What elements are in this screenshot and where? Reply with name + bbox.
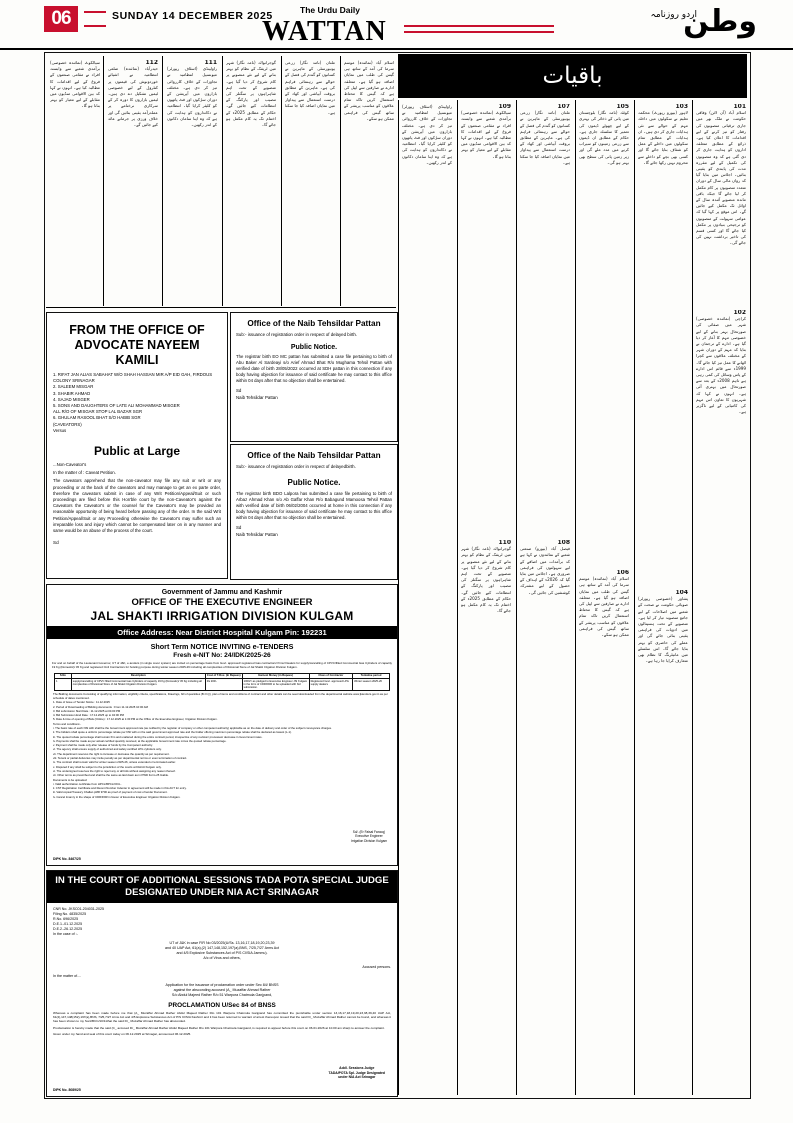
tender-note: ii. CST Registration Certificate and Recent Number Indenter in agreement will be made in this ACT for entry. <box>53 786 187 791</box>
tender-note: Terms and conditions:- <box>53 721 82 726</box>
tender-note: ix. The contract shall remain valid for winter season 2025-26, unless extended or terminated earlier. <box>53 760 176 765</box>
advocate-ad-heading: Public at Large <box>93 444 181 459</box>
court-vs-line: A/c of Virus and others, <box>203 956 241 960</box>
tender-office: OFFICE OF THE EXECUTIVE ENGINEER <box>131 597 313 608</box>
tender-note: i. Valid authorization certificate from HPCL/BPCL/IOCL. <box>53 781 122 786</box>
tehsildar-1-subject: Sub:- issuance of registration order in respect of delayed birth. <box>236 332 358 337</box>
tender-sig-title: Executive Engineer <box>355 834 383 839</box>
urdu-left-col-3 <box>167 60 217 302</box>
court-meta-line: CNR No. JKSC01-204031-2025 <box>53 907 104 911</box>
masthead-rule-left-2 <box>84 25 106 27</box>
tender-nit-number: Fresh e-NIT No: 24/IDK/2025-26 <box>173 652 271 659</box>
tender-note: viii. Tenant or partial deliveries may invite penalty as per departmental norms or even termination of contract. <box>53 756 188 761</box>
urdu-left-col-3-heading: 111 <box>204 60 217 66</box>
urdu-article-102 <box>696 310 746 1090</box>
urdu-left-col-4-body: گوجرانوالہ (نامہ نگار) شہر میں ٹریفک کے نظام کو بہتر بنانے کے لیے نئے منصوبے پر کام شروع کر دیا گیا ہے۔ منصوبے کے تحت اہم شاہراہوں پر سگنلز کی تنصیب اور پارکنگ کے انتظامات کیے جائیں گے۔ حکام کے مطابق 2025ء کے اختتام تک یہ کام مکمل ہو جائے گا۔ <box>226 60 276 128</box>
column-divider <box>398 100 399 1095</box>
urdu-article-110 <box>461 540 511 1090</box>
th-cost: Cost of T-Doc. (In Rupees) <box>206 674 241 678</box>
court-sig-line: TADA/POTA Spl. Judge Designated <box>328 1070 385 1075</box>
tehsildar-1-notice-label: Public Notice. <box>290 344 338 351</box>
tehsildar-1-body: The registrar birth EO MC pattan has submitted a case file pertaining to birth of Abu Baker Al Sardeayi s/o Arief Ahmad Bhat R/o Mughama Tehsil Pattan with verified date of birth 28/05/2022 occurred at SDH pattan in this connection if any body having objection for issuance of said certificate he may contact to this office within 04 days after that no objection shall be entertained. <box>236 354 392 384</box>
masthead <box>0 0 793 50</box>
column-divider <box>222 56 223 306</box>
urdu-article-102-body: کراچی (نمائندہ خصوصی) شہر میں صفائی کی صورتحال بہتر بنانے کے لیے خصوصی مہم کا آغاز کر دیا گیا ہے۔ ادارے کے ترجمان نے بتایا کہ مہم کے دوران شہر کے مختلف علاقوں سے کچرا اٹھانے کا عمل تیز کیا جائے گا۔ 1999ء سے قائم اس ادارے کے پاس وسائل کی کمی رہی ہے تاہم 2008ء کے بعد سے صورتحال میں بہتری آئی ہے۔ انہوں نے کہا کہ شہریوں کا تعاون اس مہم کی کامیابی کے لیے ناگزیر ہے۔ <box>696 316 746 415</box>
th-description: Description <box>71 673 205 678</box>
column-divider <box>516 100 517 1095</box>
column-divider <box>340 56 341 306</box>
court-sig-line: Addl. Sessions Judge <box>339 1066 375 1071</box>
tender-division: JAL SHAKTI IRRIGATION DIVISION KULGAM <box>90 609 354 623</box>
urdu-article-103-body: لاہور (بیورو رپورٹ) محکمہ تعلیم نے سکولوں میں داخلہ مہم کے حوالے سے نئی ہدایات جاری کر دی ہیں۔ ان ہدایات کے مطابق تمام سکولوں میں داخلے کے عمل کو شفاف بنایا جائے گا اور کسی بھی بچے کو داخلے سے محروم نہیں رکھا جائے گا۔ <box>638 110 688 165</box>
urdu-left-col-2 <box>108 60 158 302</box>
party-line: 4. SAJAD MISGER <box>53 396 90 402</box>
urdu-left-col-6-body: اسلام آباد (نمائندہ) موسم سرما کی آمد کے ساتھ ہی گیس کی طلب میں نمایاں اضافہ ہو گیا ہے۔ متعلقہ ادارے نے صارفین سے اپیل کی ہے کہ گیس کا محتاط استعمال کریں تاکہ تمام علاقوں کو مناسب پریشر کے ساتھ گیس کی فراہمی ممکن ہو سکے۔ <box>344 60 394 121</box>
party-line: (CAVEATORS) <box>53 421 82 427</box>
tender-sig-name: Sd/- (Er Faisal Farooq) <box>352 829 386 834</box>
urdu-left-col-2-heading: 112 <box>145 60 158 66</box>
court-dipk: DIPK No. 8089/25 <box>53 1088 81 1092</box>
court-meta-line: R.No. 696/2025 <box>53 917 79 921</box>
tender-dipk: DIPK No. 8467/25 <box>53 857 81 861</box>
court-ut-line: and 4/5 Explosive Substances Act of P/S CI/SIA Jammu). <box>176 951 268 955</box>
column-divider <box>692 100 693 1095</box>
tender-note: 3. Bid submission Start Date : 11.12.2025 at 04:00 PM <box>53 708 121 713</box>
tender-address: Office Address: Near District Hospital Kulgam Pin: 192231 <box>47 626 397 639</box>
td-emd: 1000/= as pledged to Executive Engineer JSI Kulgam in the form of CDR/FDR to be uploaded with bid submission. <box>243 679 308 690</box>
tender-short-title: Short Term NOTICE INVITING e-TENDERS <box>150 642 294 651</box>
column-divider <box>634 100 635 1095</box>
urdu-article-105-body: کوئٹہ (نامہ نگار) بلوچستان میں پانی کے ذخائر کی بہتری کے لیے چھوٹے ڈیموں کی تعمیر کا سلسلہ جاری ہے۔ حکام کے مطابق ان ڈیموں سے زرعی زمینوں کو سیراب کرنے میں مدد ملے گی اور زیر زمین پانی کی سطح بھی بہتر ہو گی۔ <box>579 110 629 165</box>
urdu-left-col-3-body: راولپنڈی (اسٹاف رپورٹر) میونسپل انتظامیہ نے تجاوزات کے خلاف کارروائی تیز کر دی ہے۔ مختلف بازاروں میں آپریشن کے دوران سڑکوں اور فٹ پاتھوں کو کلیئر کرایا گیا۔ انتظامیہ نے دکانداروں کو ہدایت کی ہے کہ وہ اپنا سامان دکانوں کے اندر رکھیں۔ <box>167 66 217 128</box>
tender-table <box>54 673 390 692</box>
column-divider <box>281 56 282 306</box>
court-body-1: Whereas a complaint has been made before me that (A_ Muzaffar Ahmad Rather Abdul Majeed Rather R/o 101 Warpora Chatmula Ganjpand has committed the punishable under section 13,16,17,18,19,20,23,38,39,40 UAP Act, 61(2),147,148(152),197(a),BNS, 7/25,7/27 Arms Act and 4/5 Explosive Substances Act of P/S CI/SIA Kashmir and it has been returned to warrant of arrest thereupon issued that the said Dr_ Muzaffar Ahmad Rather cannot be found, and whereas it has been shown to my Sont/BCC/10/11that the said Dr_ Muzaffar Ahmad Rather has absconded. <box>53 1011 391 1024</box>
tender-sig-division: Irrigation Division Kulgam <box>350 838 387 843</box>
tehsildar-1-sign: Sd <box>236 388 242 394</box>
party-line: Versus <box>53 427 67 433</box>
advocate-ad-body: The caveators apprehend that the non-caveator may file any suit or writ or any proceeding or at the back of the caveators and may manage to get an ex parte order, therefore the caveators submit in case of any Writ Petition/Appeal/Suit or such proceedings are filed before this Hon'ble court by the non-Caveator's against the Caveators the Caveator's or the counsel for the Caveator's may be provided an reasonable opportunity of being heard before passing any of the order. In the said Writ Petition/Appeal/Suit or any Proceeding otherwise the Caveator's may suffer such an irreparable loss and injury which cannot be compensated later on in any manner and same would be an abuse of the process of the court. <box>53 478 221 534</box>
urdu-article-108-body: فیصل آباد (بیورو) صنعتی شعبے کے نمائندوں نے کہا ہے کہ برآمدات میں اضافے کے لیے سہولتوں کی فراہمی ضروری ہے۔ اجلاس میں بتایا گیا کہ 2026ء کے اہداف کے حصول کے لیے مشترکہ کوششیں کی جائیں گی۔ <box>520 546 570 595</box>
masthead-kicker: The Urdu Daily <box>300 5 360 15</box>
tehsildar-2-subject: Sub:- issuance of registration order in respect of delayedbirth. <box>236 464 356 469</box>
court-ut-line: and 40 UAP Act, 61(a),(2) 147,148,152,197(a),BNS, 7/25,7/27 Arms Act <box>164 946 279 950</box>
court-meta-line: Filing No. 4835/2025 <box>53 912 87 916</box>
party-line: ALL R/O OF MISGAR STOP LAL BAZAR SGR <box>53 409 143 415</box>
court-meta-line: D.E.1.-01.12.2025 <box>53 922 83 926</box>
naib-tehsildar-notice-2 <box>230 444 398 580</box>
tender-note: 4. Bid Submission End Date : 17.12.2025 up to 04:00 PM <box>53 713 124 718</box>
court-body-2: Proclamation is hereby made that the said (C_ accused Dr_ Muzaffar Ahmad Rather Abdul Majeed Rather R/o 101 Warpora Chatmula Ganjpand, is required to appear before this court on 06.01.2026 at 10.00 am sharp to answer the complaint. <box>53 1025 385 1030</box>
party-line: 1. RIFAT JAN ALIAS SABAHAT W/O SHAH HASSAN MIR A/P EID GAH, FIRDOUS COLONY SRINAGAR <box>53 372 213 384</box>
tender-notice-ad <box>46 584 398 866</box>
urdu-article-109-heading: 109 <box>498 104 511 110</box>
table-row <box>55 679 390 691</box>
urdu-article-106-body: اسلام آباد (نمائندہ) موسم سرما کی آمد کے ساتھ ہی گیس کی طلب میں نمایاں اضافہ ہو گیا ہے۔ متعلقہ ادارے نے صارفین سے اپیل کی ہے کہ گیس کا محتاط استعمال کریں تاکہ تمام علاقوں کو مناسب پریشر کے ساتھ گیس کی فراہمی ممکن ہو سکے۔ <box>579 576 629 638</box>
court-application-line: against the absconding accused (A_ Muzaffar Ahmad Rather <box>173 988 271 992</box>
tehsildar-2-sign: Sd <box>236 525 242 531</box>
advocate-ad-matter: In the matter of : Caveat Petition. <box>53 470 116 476</box>
tender-note: v. Payment shall be made only after release of funds by the Competent authority. <box>53 743 153 748</box>
court-meta <box>53 907 391 937</box>
tender-note: 1. Date of Issue of Tender Notice : 11.12.2025 <box>53 700 110 705</box>
urdu-article-104-body: پشاور (خصوصی رپورٹر) صوبائی حکومت نے صحت کے شعبے میں اصلاحات کے لیے جامع منصوبہ تیار کر لیا ہے۔ منصوبے کے تحت ہسپتالوں میں ادویات کی فراہمی یقینی بنائی جائے گی اور عملے کی حاضری کو بہتر بنایا جائے گا۔ اس سلسلے میں مانیٹرنگ کا نظام بھی متعارف کرایا جا رہا ہے۔ <box>638 596 688 664</box>
tender-note: The Bidding documents Consisting of qualifying information, eligibility criteria, specifications, Drawings, bill of quantities (B.O.Q), plan of items and conditions of contract and other details can be seen/downloaded from the departmental website www.jktenders.gov.in as per schedule of dates mentioned. <box>53 692 388 700</box>
court-application <box>53 983 391 998</box>
urdu-article-106 <box>579 570 629 1090</box>
urdu-article-107-heading: 107 <box>557 104 570 110</box>
court-ut-block <box>53 941 391 961</box>
masthead-urdu-title: وطن <box>683 4 757 39</box>
tender-notes <box>53 693 391 799</box>
tehsildar-2-designation: Naib Tehsildar Pattan <box>236 532 278 538</box>
urdu-article-103 <box>638 104 688 584</box>
urdu-article-109-body: سیالکوٹ (نمائندہ خصوصی) برآمدی شعبے سے وابستہ افراد نے مقامی صنعتوں کے فروغ کے لیے اقدامات کا مطالبہ کیا ہے۔ انہوں نے کہا کہ بین الاقوامی منڈیوں میں مقابلے کے لیے معیار کو بہتر بنانا ہو گا۔ <box>461 110 511 159</box>
section-banner <box>398 54 747 98</box>
court-meta-line: D.E.2.-26.12.2025 <box>53 927 83 931</box>
tender-government: Government of Jammu and Kashmir <box>161 589 283 596</box>
tender-note: Documents to be uploaded: <box>53 777 88 782</box>
court-body-3: Given under my hand and seal of this court today on 06.12.2025 at Srinagar, announced 06.12.2025. <box>53 1031 192 1036</box>
court-sig-line: under NIA Act Srinagar <box>338 1075 376 1080</box>
masthead-urdu-subtitle: اردو روزنامہ <box>650 10 697 20</box>
urdu-article-105-heading: 105 <box>616 104 629 110</box>
urdu-article-110-body: گوجرانوالہ (نامہ نگار) شہر میں ٹریفک کے نظام کو بہتر بنانے کے لیے نئے منصوبے پر کام شروع کر دیا گیا ہے۔ منصوبے کے تحت اہم شاہراہوں پر سگنلز کی تنصیب اور پارکنگ کے انتظامات کیے جائیں گے۔ حکام کے مطابق 2025ء کے اختتام تک یہ کام مکمل ہو جائے گا۔ <box>461 546 511 614</box>
tehsildar-2-body: The registrar birth BDO Lalpora has submitted a case file pertaining to birth of Arbaz Ahmad Khan s/o Ab Gaffar Khan R/o Babagund Mamoosa Tehsil Pattan with verified date of birth 06/02/2004 occurred at home in this connection if any body having objection for issuance of said certificate he may contact to this office within 04 days after that no objection shall be entertained. <box>236 491 392 521</box>
td-class: Registered Govt. approved LPG supply dealers <box>309 679 353 691</box>
urdu-article-104-heading: 104 <box>675 590 688 596</box>
tender-note: iv. Payments shall be made as per actual certified quantity received, at the applicable Government rate minus the quoted rebate percentage. <box>53 738 227 743</box>
tender-note: vi. The agency shall ensure supply of authorized and safety certified LPG cylinders only. <box>53 747 162 752</box>
tender-signature <box>351 830 387 843</box>
court-heading: IN THE COURT OF ADDITIONAL SESSIONS TADA POTA SPECIAL JUDGE DESIGNATED UNDER NIA ACT SRINAGAR <box>47 871 397 903</box>
court-ut-line: UT of J&K in case FIR No 03/2025(U/Ss. 13,16,17,18,19,20,23,39 <box>169 941 275 945</box>
naib-tehsildar-notice-1 <box>230 312 398 442</box>
masthead-date: SUNDAY 14 DECEMBER 2025 <box>112 10 273 22</box>
tender-note: xi. The undersigned reserves the right to reject any or all bids without assigning any reason thereof. <box>53 768 176 773</box>
party-line: 2. SALEEM MISGAR <box>53 384 94 390</box>
urdu-article-101-body: اسلام آباد (آن لائن) وفاقی حکومت نے ملک بھر میں جاری ترقیاتی منصوبوں کی رفتار کو تیز کرنے کے لیے اقدامات کا اعلان کیا ہے۔ ذرائع کے مطابق متعلقہ اداروں کو ہدایت جاری کر دی گئی ہے کہ وہ منصوبوں کی تکمیل کے لیے مقررہ مدت کی پابندی کو یقینی بنائیں۔ اجلاس میں بتایا گیا کہ رواں مالی سال کے دوران متعدد منصوبوں پر کام مکمل کر لیا جائے گا جبکہ باقی ماندہ منصوبے آئندہ سال کے اوائل تک مکمل کیے جائیں گے۔ اس موقع پر کہا گیا کہ عوامی سہولت کے منصوبوں کو ترجیحی بنیادوں پر مکمل کیا جائے گا اور کسی قسم کی تاخیر برداشت نہیں کی جائے گی۔ <box>696 110 746 246</box>
section-divider <box>46 307 396 308</box>
urdu-article-105 <box>579 104 629 564</box>
urdu-article-107 <box>520 104 570 534</box>
page-number-badge: 06 <box>44 6 78 32</box>
masthead-rule-right-2 <box>404 31 554 33</box>
advocate-ad-parties <box>53 372 221 434</box>
tehsildar-1-designation: Naib Tehsildar Pattan <box>236 395 278 401</box>
tender-note: iii. The quoted rebate percentage shall remain firm and unaltered during the entire contract period, irrespective of any revision/ processes/ decrease in Government rates. <box>53 734 263 739</box>
urdu-left-col-1-body: سیالکوٹ (نمائندہ خصوصی) برآمدی شعبے سے وابستہ افراد نے مقامی صنعتوں کے فروغ کے لیے اقدامات کا مطالبہ کیا ہے۔ انہوں نے کہا کہ بین الاقوامی منڈیوں میں مقابلے کے لیے معیار کو بہتر بنانا ہو گا۔ <box>50 60 100 109</box>
court-accused-label: Accused persons. <box>362 965 391 969</box>
urdu-article-110-heading: 110 <box>498 540 511 546</box>
th-class: Class of Contractor <box>309 673 353 678</box>
column-divider <box>575 100 576 1095</box>
urdu-article-103-heading: 103 <box>675 104 688 110</box>
tehsildar-1-title: Office of the Naib Tehsildar Pattan <box>247 319 381 328</box>
masthead-rule-right-1 <box>404 25 554 27</box>
urdu-article-104 <box>638 590 688 1090</box>
urdu-article-109 <box>461 104 511 534</box>
th-emd: Earnest Money (in Rupees) <box>242 673 309 678</box>
masthead-title: WATTAN <box>262 16 387 47</box>
tender-note: i. The basic rate of each NSI with shall be the Government approved rate (as notified by the registrar of company or other competent authority) applicable as on the date of delivery and order of the subject conveyance charges. <box>53 726 332 730</box>
court-proclamation-title: PROCLAMATION U/Sec 84 of BNSS <box>168 1002 276 1009</box>
urdu-article-misc-body: راولپنڈی (اسٹاف رپورٹر) میونسپل انتظامیہ نے تجاوزات کے خلاف کارروائی تیز کر دی ہے۔ مختلف بازاروں میں آپریشن کے دوران سڑکوں اور فٹ پاتھوں کو کلیئر کرایا گیا۔ انتظامیہ نے دکانداروں کو ہدایت کی ہے کہ وہ اپنا سامان دکانوں کے اندر رکھیں۔ <box>402 104 452 165</box>
th-period: Tentative period <box>353 673 390 678</box>
column-divider <box>457 100 458 1095</box>
masthead-rule-left-1 <box>84 11 106 13</box>
court-matter: In the matter of.... <box>53 974 82 978</box>
advocate-ad-sub: ...Non-Caveator's <box>53 462 87 468</box>
urdu-left-col-6 <box>344 60 394 302</box>
urdu-left-col-1 <box>50 60 100 302</box>
urdu-article-102-heading: 102 <box>733 310 746 316</box>
tender-note: iii. Valid copies/Treasury Challan pMR 9700 as proof of payment of cost of tender Document. <box>53 790 168 795</box>
urdu-article-misc <box>402 104 452 1094</box>
advocate-notice-ad <box>46 312 228 579</box>
urdu-article-106-heading: 106 <box>616 570 629 576</box>
urdu-article-108-heading: 108 <box>557 540 570 546</box>
tender-note: xii. Other terms as prescribed and shall be the same as laid down as in PWD Form-25 livable. <box>53 773 169 778</box>
urdu-article-108 <box>520 540 570 1090</box>
court-application-line: S/o Abdul Majeed Rather R/o 51 Warpora Chatmula Ganjpand, <box>171 993 273 997</box>
tender-note: x. Disputed if any shall be subject to the jurisdiction of the courts at District Kulgam only. <box>53 764 162 769</box>
urdu-left-col-5 <box>285 60 335 302</box>
section-banner-label: باقیات <box>542 63 603 89</box>
tender-note: vii. The department reserves the right to increase or decrease the quantity as per requirement. <box>53 751 170 756</box>
urdu-article-107-body: ملتان (نامہ نگار) زرعی یونیورسٹی کے ماہرین نے کسانوں کو گندم کی فصل کے حوالے سے رہنمائی فراہم کی ہے۔ ماہرین کے مطابق بروقت آبپاشی اور کھاد کے درست استعمال سے پیداوار میں نمایاں اضافہ کیا جا سکتا ہے۔ <box>520 110 570 165</box>
td-cost: Rs 200/- <box>205 679 242 691</box>
urdu-article-101-heading: 101 <box>733 104 746 110</box>
court-application-line: Application for the issuance of proclamation order under Sec 84/ BNSS <box>165 983 279 987</box>
tender-note: iv. Cancel Imamry in the shape of CDR/FDR in favour of Executive Engineer Irrigation Division Kulgam. <box>53 794 181 799</box>
party-line: 6. GHULAM RASOOL BHAT S/O HABIB SGR <box>53 415 141 421</box>
urdu-left-col-5-body: ملتان (نامہ نگار) زرعی یونیورسٹی کے ماہرین نے کسانوں کو گندم کی فصل کے حوالے سے رہنمائی فراہم کی ہے۔ ماہرین کے مطابق بروقت آبپاشی اور کھاد کے درست استعمال سے پیداوار میں نمایاں اضافہ کیا جا سکتا ہے۔ <box>285 60 335 115</box>
advocate-ad-signature: Sd <box>53 540 59 546</box>
party-line: 3. SHABIR AHMAD <box>53 390 91 396</box>
court-signature <box>329 1066 385 1080</box>
td-description: supply/cancelling of CPVC filled Commercial Gas Cylinders of capacity 19 Kg (Domestic)/ 45 Kg including all complexities of Divisional Store of Jal Shakti Irrigation Division Kulgam. <box>71 679 205 691</box>
column-divider <box>162 56 163 306</box>
column-divider <box>103 56 104 306</box>
advocate-ad-title: FROM THE OFFICE OF ADVOCATE NAYEEM KAMILI <box>69 323 205 367</box>
court-meta-line: In the case of :- <box>53 932 78 936</box>
court-proclamation-ad <box>46 870 398 1097</box>
th-sno: S.No <box>55 673 72 678</box>
tehsildar-2-notice-label: Public Notice. <box>287 478 341 487</box>
urdu-article-101 <box>696 104 746 304</box>
tender-note: ii. The bidders shall quote a uniform percentage rebate per NSI with on the said government approved rate and the bidder offering maximum percentage rebate shall be declared as lowest (L-1). <box>53 730 292 735</box>
tender-note: 5. Date & time of opening of Bids (Online) : 17.12.2025 at 1:30 PM at the Office of the Executive Engineer, Irrigation Division Kulgam. <box>53 717 218 722</box>
td-period: Winter season 2025-26 <box>353 679 390 691</box>
party-line: 5. SONS AND DAUGHTERS OF LATE ALI MOHAMMAD MISGER <box>53 403 180 409</box>
urdu-left-col-4 <box>226 60 276 302</box>
urdu-left-col-2-body: حیدرآباد (نمائندہ) ضلعی انتظامیہ نے اشیائے خوردونوش کی قیمتوں پر کنٹرول کے لیے خصوصی ٹیمیں تشکیل دے دی ہیں۔ ٹیمیں بازاروں کا دورہ کر کے سرکاری نرخنامے پر عملدرآمد یقینی بنائیں گی اور خلاف ورزی پر جرمانے عائد کیے جائیں گے۔ <box>108 66 158 128</box>
tehsildar-2-title: Office of the Naib Tehsildar Pattan <box>247 451 381 460</box>
tender-note: 2. Period of Downloading of Bidding documents : From 11.12.2025 10:00 AM <box>53 704 148 709</box>
tender-intro: For and on behalf of the Lieutenant Governor, UT of J&K, e-tenders (in single cover system) are invited on percentage basis from Govt. approved/ registered Gas contractors/ firms/ Dealers for supply/cancelling of CPVC/filled Commercial Gas Cylinders of capacity 19 Kg (Domestic)/ 45 Kg and registered Civil Contractors for hoisting purpose during winter season 2025-26 including all complexities of Divisional Store of Jal Shakti Irrigation Division Kulgam. <box>52 661 392 669</box>
td-sno: 1 <box>55 679 72 691</box>
